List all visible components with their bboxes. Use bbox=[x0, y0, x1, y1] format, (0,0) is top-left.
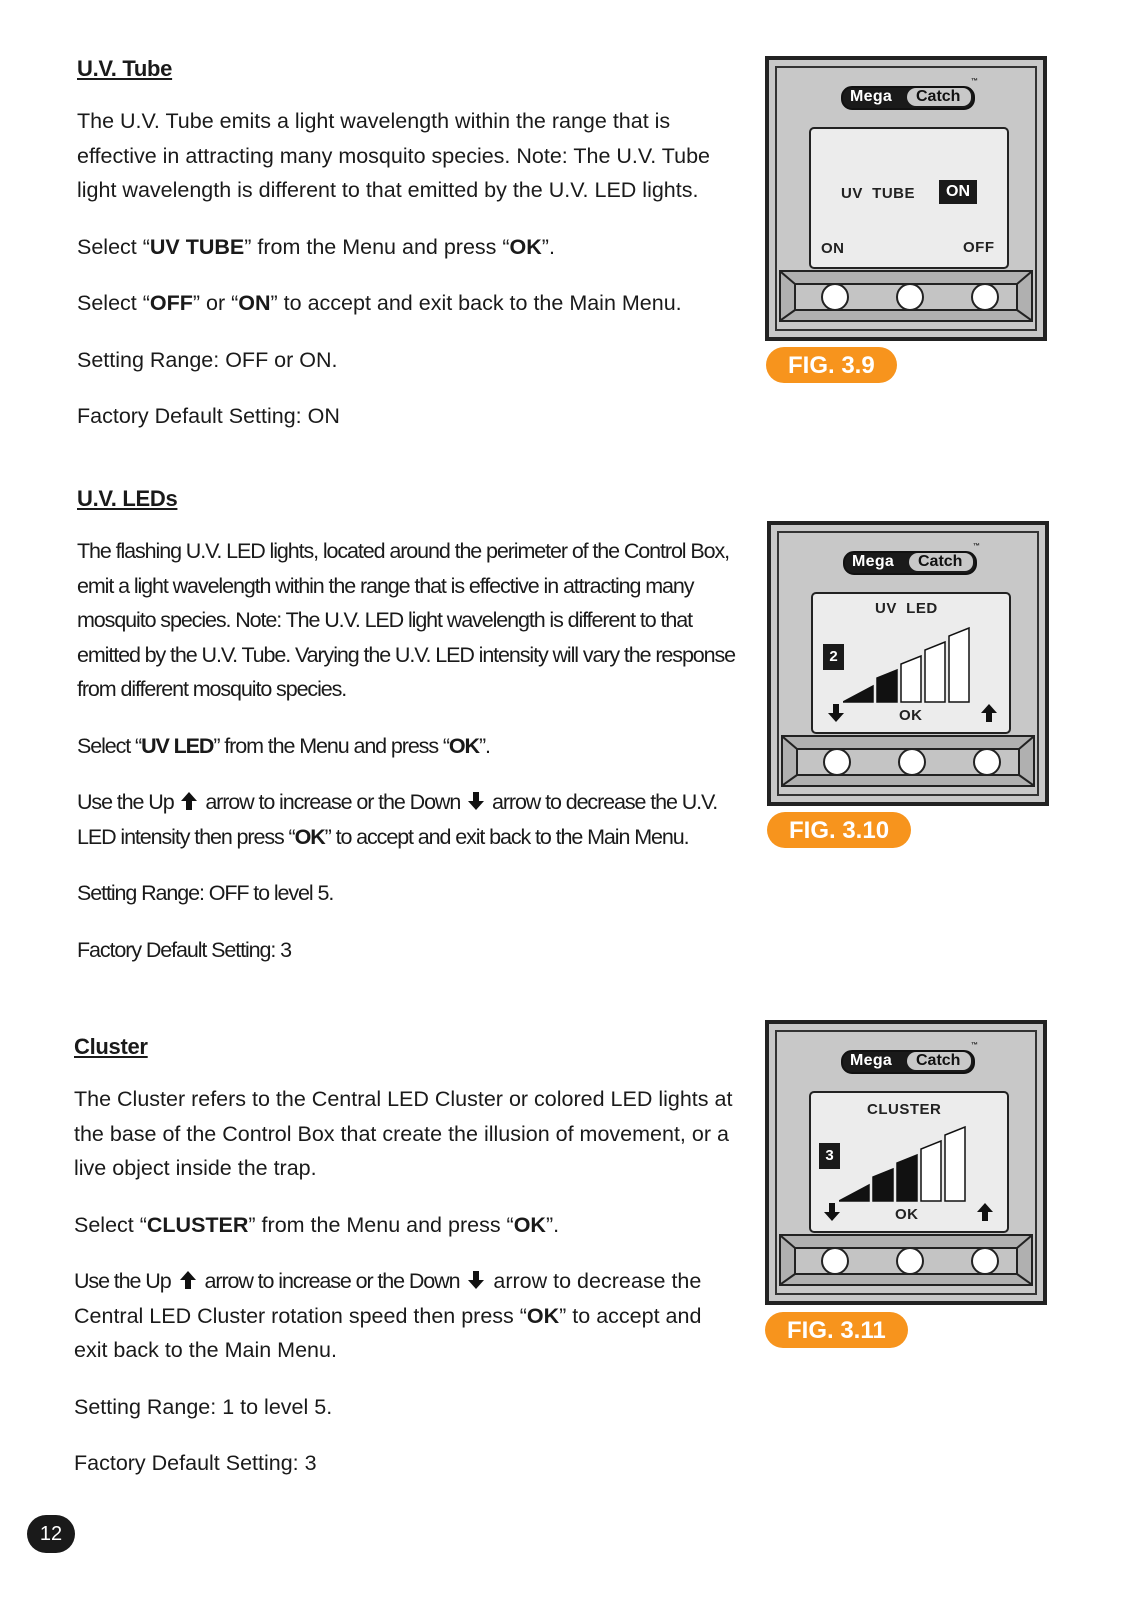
menu-item-name: UV LED bbox=[141, 733, 214, 758]
brand-word-2: Catch bbox=[916, 1052, 961, 1069]
screen-title: CLUSTER bbox=[867, 1101, 942, 1118]
text: arrow to decrease the U.V. LED intensity then press “ bbox=[77, 790, 718, 849]
text: arrow to increase or the Down bbox=[204, 1269, 460, 1293]
down-button[interactable] bbox=[821, 1247, 849, 1275]
ok-softkey-label: OK bbox=[895, 1206, 919, 1223]
state-badge: ON bbox=[939, 180, 977, 204]
uv-leds-setting-range: Setting Range: OFF to level 5. bbox=[77, 881, 334, 905]
text: ” to accept and exit back to the Main Menu. bbox=[324, 824, 689, 849]
trademark-mark: ™ bbox=[971, 78, 978, 85]
text: arrow to increase or the Down bbox=[205, 790, 461, 814]
level-segment-3 bbox=[901, 656, 921, 702]
text: Select “ bbox=[77, 234, 150, 259]
ok-key: OK bbox=[294, 824, 325, 849]
down-arrow-icon bbox=[468, 1271, 484, 1289]
menu-item-name: CLUSTER bbox=[146, 1212, 249, 1237]
cluster-description: The Cluster refers to the Central LED Cluster or colored LED lights at the base of the Control Box that create the illusion of movement, or a live object inside the trap. bbox=[74, 1087, 733, 1180]
uv-leds-adjust-instruction bbox=[77, 785, 749, 854]
level-segment-1 bbox=[839, 1185, 869, 1201]
down-arrow-icon bbox=[824, 1203, 840, 1221]
ok-key: OK bbox=[448, 733, 479, 758]
cluster-section bbox=[74, 1034, 764, 1481]
text: ” from the Menu and press “ bbox=[244, 234, 510, 259]
level-segment-5 bbox=[945, 1127, 965, 1201]
up-arrow-icon bbox=[180, 1271, 196, 1289]
brand-logo bbox=[841, 1042, 978, 1072]
level-segment-4 bbox=[925, 642, 945, 702]
uv-tube-factory-default: Factory Default Setting: ON bbox=[77, 404, 340, 428]
button-bar bbox=[779, 1234, 1033, 1286]
uv-tube-section bbox=[77, 56, 767, 434]
up-arrow-icon bbox=[977, 1203, 993, 1221]
up-arrow-icon bbox=[981, 704, 997, 722]
screen-title: UV TUBE bbox=[841, 185, 916, 202]
down-button[interactable] bbox=[823, 748, 851, 776]
text: ” to accept and exit back to the Main Menu. bbox=[270, 291, 682, 315]
text: Use the Up bbox=[74, 1269, 171, 1293]
uv-tube-accept-instruction bbox=[77, 286, 767, 321]
text: ” from the Menu and press “ bbox=[248, 1212, 514, 1237]
up-button[interactable] bbox=[971, 1247, 999, 1275]
on-option: ON bbox=[238, 291, 271, 315]
uv-leds-select-instruction bbox=[77, 729, 767, 764]
uv-leds-factory-default: Factory Default Setting: 3 bbox=[77, 937, 291, 962]
text: arrow to decrease the Central LED Cluster rotation speed then press “ bbox=[74, 1269, 702, 1328]
uv-leds-description: The flashing U.V. LED lights, located around the perimeter of the Control Box, emit a light wavelength within the range that is effective in attracting many mosquito species. Note: The U.V. LED light wavelength is different to that emitted by the U.V. Tube. Varying the U.V. LED intensity will vary the response from different mosquito species. bbox=[77, 539, 736, 701]
ok-button[interactable] bbox=[896, 1247, 924, 1275]
cluster-heading: Cluster bbox=[74, 1034, 148, 1059]
brand-word-2: Catch bbox=[916, 88, 961, 105]
text: ”. bbox=[545, 1212, 560, 1237]
ok-key: OK bbox=[509, 234, 542, 259]
text: ”. bbox=[478, 733, 490, 758]
button-bar bbox=[779, 270, 1033, 322]
page-number: 12 bbox=[27, 1515, 75, 1553]
cluster-setting-range: Setting Range: 1 to level 5. bbox=[74, 1394, 333, 1419]
text: ” from the Menu and press “ bbox=[213, 733, 449, 758]
uv-tube-description: The U.V. Tube emits a light wavelength within the range that is effective in attracting many mosquito species. Note: The U.V. Tube light wavelength is different to that emitted by the U.V. LED lights. bbox=[77, 109, 711, 202]
uv-tube-heading: U.V. Tube bbox=[77, 56, 173, 81]
brand-word-2: Catch bbox=[918, 553, 963, 570]
level-segment-1 bbox=[843, 686, 873, 702]
uv-tube-select-instruction bbox=[77, 230, 767, 265]
level-meter bbox=[839, 1119, 979, 1203]
up-arrow-icon bbox=[181, 792, 197, 810]
cluster-select-instruction bbox=[74, 1208, 764, 1243]
on-softkey-label: ON bbox=[821, 240, 845, 257]
trademark-mark: ™ bbox=[971, 1042, 978, 1049]
screen-title: UV LED bbox=[875, 600, 938, 617]
uv-tube-setting-range: Setting Range: OFF or ON. bbox=[77, 347, 338, 372]
button-bar bbox=[781, 735, 1035, 787]
brand-word-1: Mega bbox=[852, 553, 895, 570]
off-option: OFF bbox=[149, 291, 193, 315]
level-segment-4 bbox=[921, 1141, 941, 1201]
text: Use the Up bbox=[77, 790, 174, 814]
text: ” to accept and exit back to the Main Menu. bbox=[74, 1303, 702, 1362]
brand-logo bbox=[843, 543, 980, 573]
level-badge: 3 bbox=[819, 1143, 840, 1169]
cluster-factory-default: Factory Default Setting: 3 bbox=[74, 1451, 317, 1475]
lcd-screen bbox=[809, 127, 1009, 269]
menu-item-name: UV TUBE bbox=[149, 234, 245, 259]
trademark-mark: ™ bbox=[973, 543, 980, 550]
fig-3-10-caption: FIG. 3.10 bbox=[767, 812, 911, 848]
text: Select “ bbox=[77, 733, 142, 758]
lcd-screen bbox=[811, 592, 1011, 734]
fig-3-9-caption: FIG. 3.9 bbox=[766, 347, 897, 383]
fig-3-11-caption: FIG. 3.11 bbox=[765, 1312, 908, 1348]
text: Select “ bbox=[77, 291, 150, 315]
text: ”. bbox=[541, 234, 555, 259]
ok-key: OK bbox=[513, 1212, 546, 1237]
middle-button[interactable] bbox=[896, 283, 924, 311]
uv-leds-section bbox=[77, 486, 767, 967]
right-button[interactable] bbox=[971, 283, 999, 311]
level-segment-3 bbox=[897, 1155, 917, 1201]
ok-key: OK bbox=[526, 1303, 560, 1328]
left-button[interactable] bbox=[821, 283, 849, 311]
fig-3-10-control-panel bbox=[767, 521, 1049, 806]
brand-logo bbox=[841, 78, 978, 108]
brand-word-1: Mega bbox=[850, 1052, 893, 1069]
ok-softkey-label: OK bbox=[899, 707, 923, 724]
down-arrow-icon bbox=[828, 704, 844, 722]
up-button[interactable] bbox=[973, 748, 1001, 776]
text: ” or “ bbox=[192, 291, 239, 315]
level-meter bbox=[843, 620, 983, 704]
level-badge: 2 bbox=[823, 644, 844, 670]
ok-button[interactable] bbox=[898, 748, 926, 776]
text: Select “ bbox=[74, 1212, 147, 1237]
brand-word-1: Mega bbox=[850, 88, 893, 105]
lcd-screen bbox=[809, 1091, 1009, 1233]
off-softkey-label: OFF bbox=[963, 239, 995, 256]
cluster-adjust-instruction bbox=[74, 1264, 734, 1368]
uv-leds-heading: U.V. LEDs bbox=[77, 486, 178, 511]
level-segment-5 bbox=[949, 628, 969, 702]
down-arrow-icon bbox=[468, 792, 484, 810]
level-segment-2 bbox=[877, 670, 897, 702]
fig-3-11-control-panel bbox=[765, 1020, 1047, 1305]
fig-3-9-control-panel bbox=[765, 56, 1047, 341]
level-segment-2 bbox=[873, 1169, 893, 1201]
